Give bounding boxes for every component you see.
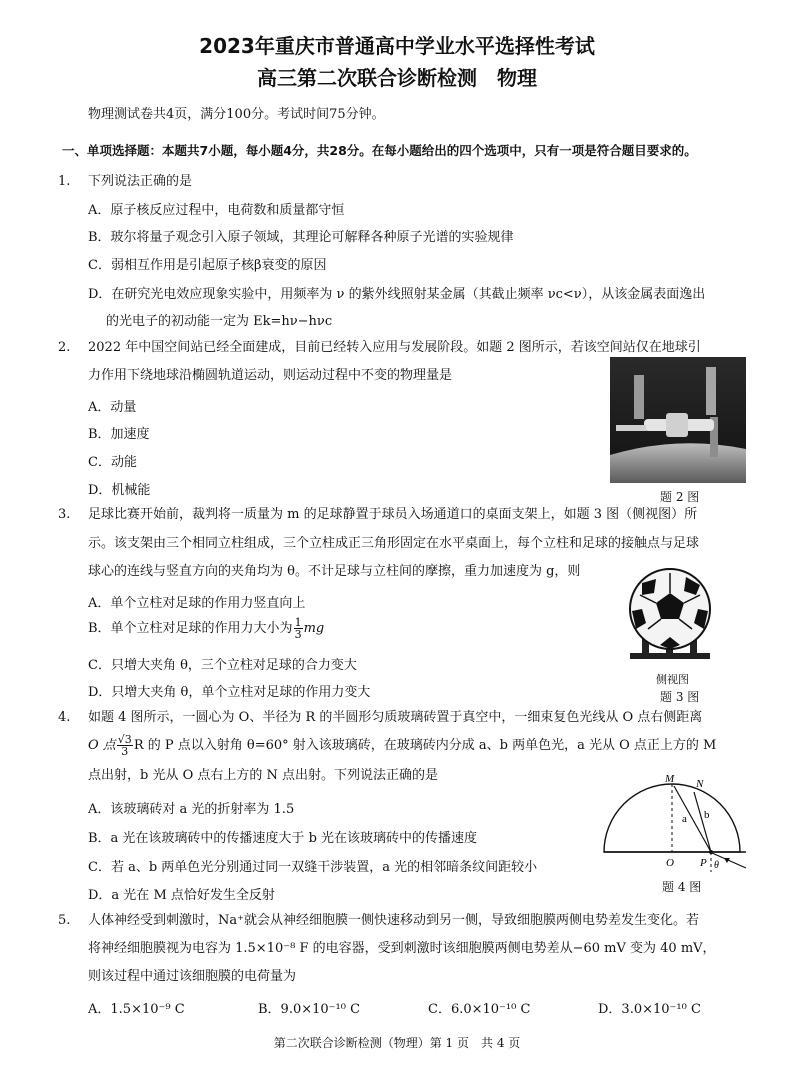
q1-option-c: C．弱相互作用是引起原子核β衰变的原因 [88, 258, 327, 273]
exam-subtitle: 高三第二次联合诊断检测 物理 [257, 66, 537, 90]
label-a: a [682, 813, 687, 825]
figure-4-caption: 题 4 图 [662, 880, 702, 894]
q4-option-a: A．该玻璃砖对 a 光的折射率为 1.5 [88, 802, 295, 817]
section-heading: 一、单项选择题：本题共7小题，每小题4分，共28分。在每小题给出的四个选项中，只有一项是符合题目要求的。 [62, 143, 697, 158]
q5-option-a: A．1.5×10⁻⁹ C [88, 1002, 185, 1017]
q3-option-c: C．只增大夹角 θ，三个立柱对足球的合力变大 [88, 658, 357, 673]
label-O: O [666, 857, 674, 869]
fraction-sqrt3-over-3: $\frac{√3}{3}$ [117, 733, 132, 758]
q3-option-b: B．单个立柱对足球的作用力大小为 $\frac{1}{3}$ mg [88, 616, 325, 641]
q2-option-c: C．动能 [88, 455, 137, 470]
question-number-4: 4. [58, 710, 71, 725]
question-stem-4-cont1: O 点 $\frac{√3}{3}$ R 的 P 点以入射角 θ=60° 射入该玻璃砖，在玻璃砖内分成 a、b 两单色光，a 光从 O 点正上方的 M [88, 733, 717, 758]
question-stem-5: 人体神经受到刺激时，Na⁺就会从神经细胞膜一侧快速移动到另一侧，导致细胞膜两侧电势差发生变化。若 [88, 913, 699, 928]
figure-3-side-view-label: 侧视图 [656, 673, 689, 686]
q4-option-d: D．a 光在 M 点恰好发生全反射 [88, 888, 275, 903]
football-on-stand-diagram [624, 565, 716, 671]
semicircle-glass-diagram [596, 772, 764, 878]
q2-option-b: B．加速度 [88, 427, 150, 442]
label-N: N [696, 778, 704, 790]
question-stem-3-cont2: 球心的连线与竖直方向的夹角均为 θ。不计足球与立柱间的摩擦，重力加速度为 g，则 [88, 564, 581, 579]
page-footer: 第二次联合诊断检测（物理）第 1 页 共 4 页 [273, 1036, 521, 1050]
space-station-photo [610, 357, 746, 483]
question-number-1: 1. [58, 174, 71, 189]
label-P: P [700, 857, 707, 869]
question-stem-5-cont2: 则该过程中通过该细胞膜的电荷量为 [88, 969, 297, 984]
q3-option-a: A．单个立柱对足球的作用力竖直向上 [88, 596, 306, 611]
question-stem-2: 2022 年中国空间站已经全面建成，目前已经转入应用与发展阶段。如题 2 图所示，若该空间站仅在地球引 [88, 340, 701, 355]
q2-option-d: D．机械能 [88, 483, 151, 498]
question-stem-4: 如题 4 图所示，一圆心为 O、半径为 R 的半圆形匀质玻璃砖置于真空中，一细束复色光线从 O 点右侧距离 [88, 710, 703, 725]
question-stem-3-cont1: 示。该支架由三个相同立柱组成，三个立柱成正三角形固定在水平桌面上，每个立柱和足球的接触点与足球 [88, 536, 700, 551]
question-stem-5-cont1: 将神经细胞膜视为电容为 1.5×10⁻⁸ F 的电容器，受到刺激时该细胞膜两侧电势差从−60 mV 变为 40 mV， [88, 941, 716, 956]
fraction-one-third: $\frac{1}{3}$ [294, 616, 302, 641]
question-stem-3: 足球比赛开始前，裁判将一质量为 m 的足球静置于球员入场通道口的桌面支架上，如题 3 图（侧视图）所 [88, 507, 698, 522]
label-M: M [665, 773, 675, 785]
q5-option-d: D．3.0×10⁻¹⁰ C [598, 1002, 701, 1017]
q4-option-b: B．a 光在该玻璃砖中的传播速度大于 b 光在该玻璃砖中的传播速度 [88, 831, 478, 846]
question-stem-1: 下列说法正确的是 [88, 174, 193, 189]
question-stem-4-cont2: 点出射，b 光从 O 点右上方的 N 点出射。下列说法正确的是 [88, 768, 439, 783]
q5-option-b: B．9.0×10⁻¹⁰ C [258, 1002, 361, 1017]
q3-option-d: D．只增大夹角 θ，单个立柱对足球的作用力变大 [88, 685, 371, 700]
q5-option-c: C．6.0×10⁻¹⁰ C [428, 1002, 531, 1017]
figure-3-caption: 题 3 图 [660, 690, 700, 704]
label-b: b [704, 809, 710, 821]
q1-option-b: B．玻尔将量子观念引入原子领域，其理论可解释各种原子光谱的实验规律 [88, 230, 514, 245]
q1-option-d-cont: 的光电子的初动能一定为 Ek=hν−hνc [106, 314, 333, 329]
q1-option-a: A．原子核反应过程中，电荷数和质量都守恒 [88, 203, 345, 218]
question-number-3: 3. [58, 507, 71, 522]
figure-2-caption: 题 2 图 [660, 490, 700, 504]
q2-option-a: A．动量 [88, 400, 137, 415]
q4-option-c: C．若 a、b 两单色光分别通过同一双缝干涉装置，a 光的相邻暗条纹间距较小 [88, 860, 538, 875]
question-number-5: 5. [58, 913, 71, 928]
question-number-2: 2. [58, 340, 71, 355]
exam-intro: 物理测试卷共4页，满分100分。考试时间75分钟。 [88, 107, 385, 122]
question-stem-2-cont: 力作用下绕地球沿椭圆轨道运动，则运动过程中不变的物理量是 [88, 368, 453, 383]
label-theta: θ [714, 860, 719, 871]
q1-option-d: D．在研究光电效应现象实验中，用频率为 ν 的紫外线照射某金属（其截止频率 νc<ν），从该金属表面逸出 [88, 287, 706, 302]
exam-title: 2023年重庆市普通高中学业水平选择性考试 [199, 34, 595, 58]
